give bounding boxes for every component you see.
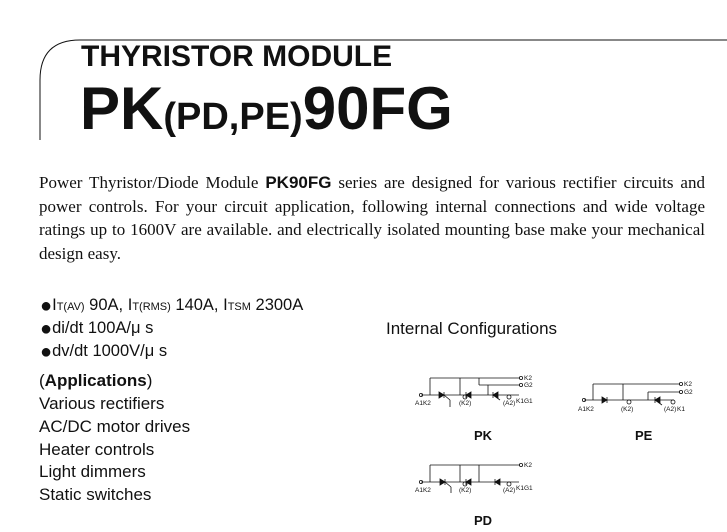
terminal-g1: G1 bbox=[524, 398, 533, 405]
config-label-pd: PD bbox=[474, 513, 493, 528]
page-subtitle: THYRISTOR MODULE bbox=[81, 40, 393, 73]
terminal-k1: K1 bbox=[516, 485, 524, 492]
intro-text: series are designed for various rectifier circuits and power controls. For your circuit application, following internal connections and wide voltage ratings up to 1600V are available. and electrically isolated mounting base make your mechanical design easy. bbox=[39, 173, 705, 263]
bullet-icon: ● bbox=[40, 318, 53, 340]
terminal-a1k2: A1K2 bbox=[415, 487, 431, 494]
terminal-g2: G2 bbox=[684, 389, 693, 396]
terminal-k2-paren: (K2) bbox=[621, 406, 634, 413]
config-label-pe: PE bbox=[635, 428, 653, 443]
application-item: Various rectifiers bbox=[39, 394, 165, 413]
application-item: Static switches bbox=[39, 485, 152, 504]
pk-schematic bbox=[415, 370, 545, 412]
feature-dv-dt: ●dv/dt 1000V/μ s bbox=[40, 341, 168, 363]
intro-prefix: Power Thyristor/Diode Module bbox=[39, 173, 266, 192]
application-item: Light dimmers bbox=[39, 462, 146, 481]
terminal-a2: (A2) bbox=[503, 400, 516, 407]
bullet-icon: ● bbox=[40, 341, 53, 363]
title-variants: (PD,PE) bbox=[163, 96, 303, 138]
title-main: PK bbox=[80, 75, 164, 142]
pd-schematic bbox=[415, 457, 545, 497]
feature-di-dt: ●di/dt 100A/μ s bbox=[40, 318, 154, 340]
application-item: AC/DC motor drives bbox=[39, 417, 191, 436]
terminal-k2-paren: (K2) bbox=[459, 400, 472, 407]
feature-current-ratings: ●IT(AV) 90A, IT(RMS) 140A, ITSM 2300A bbox=[40, 295, 304, 317]
terminal-g1: G1 bbox=[524, 485, 533, 492]
terminal-a1k2: A1K2 bbox=[578, 406, 594, 413]
intro-paragraph bbox=[39, 171, 705, 265]
terminal-g2: G2 bbox=[524, 382, 533, 389]
config-label-pk: PK bbox=[474, 428, 493, 443]
terminal-k1: K1 bbox=[516, 398, 524, 405]
terminal-k2: K2 bbox=[524, 375, 532, 382]
applications-heading: (Applications) bbox=[39, 371, 153, 390]
application-item: Heater controls bbox=[39, 440, 155, 459]
pe-schematic bbox=[578, 377, 698, 417]
terminal-k2-paren: (K2) bbox=[459, 487, 472, 494]
page-title bbox=[80, 75, 453, 142]
terminal-a2: (A2) bbox=[664, 406, 677, 413]
terminal-k2: K2 bbox=[684, 381, 692, 388]
bullet-icon: ● bbox=[40, 295, 53, 317]
terminal-a1k2: A1K2 bbox=[415, 400, 431, 407]
terminal-k1: K1 bbox=[677, 406, 685, 413]
terminal-a2: (A2) bbox=[503, 487, 516, 494]
configurations-title: Internal Configurations bbox=[386, 319, 558, 338]
terminal-k2: K2 bbox=[524, 462, 532, 469]
intro-product: PK90FG bbox=[265, 173, 332, 192]
title-rating: 90FG bbox=[302, 75, 453, 142]
